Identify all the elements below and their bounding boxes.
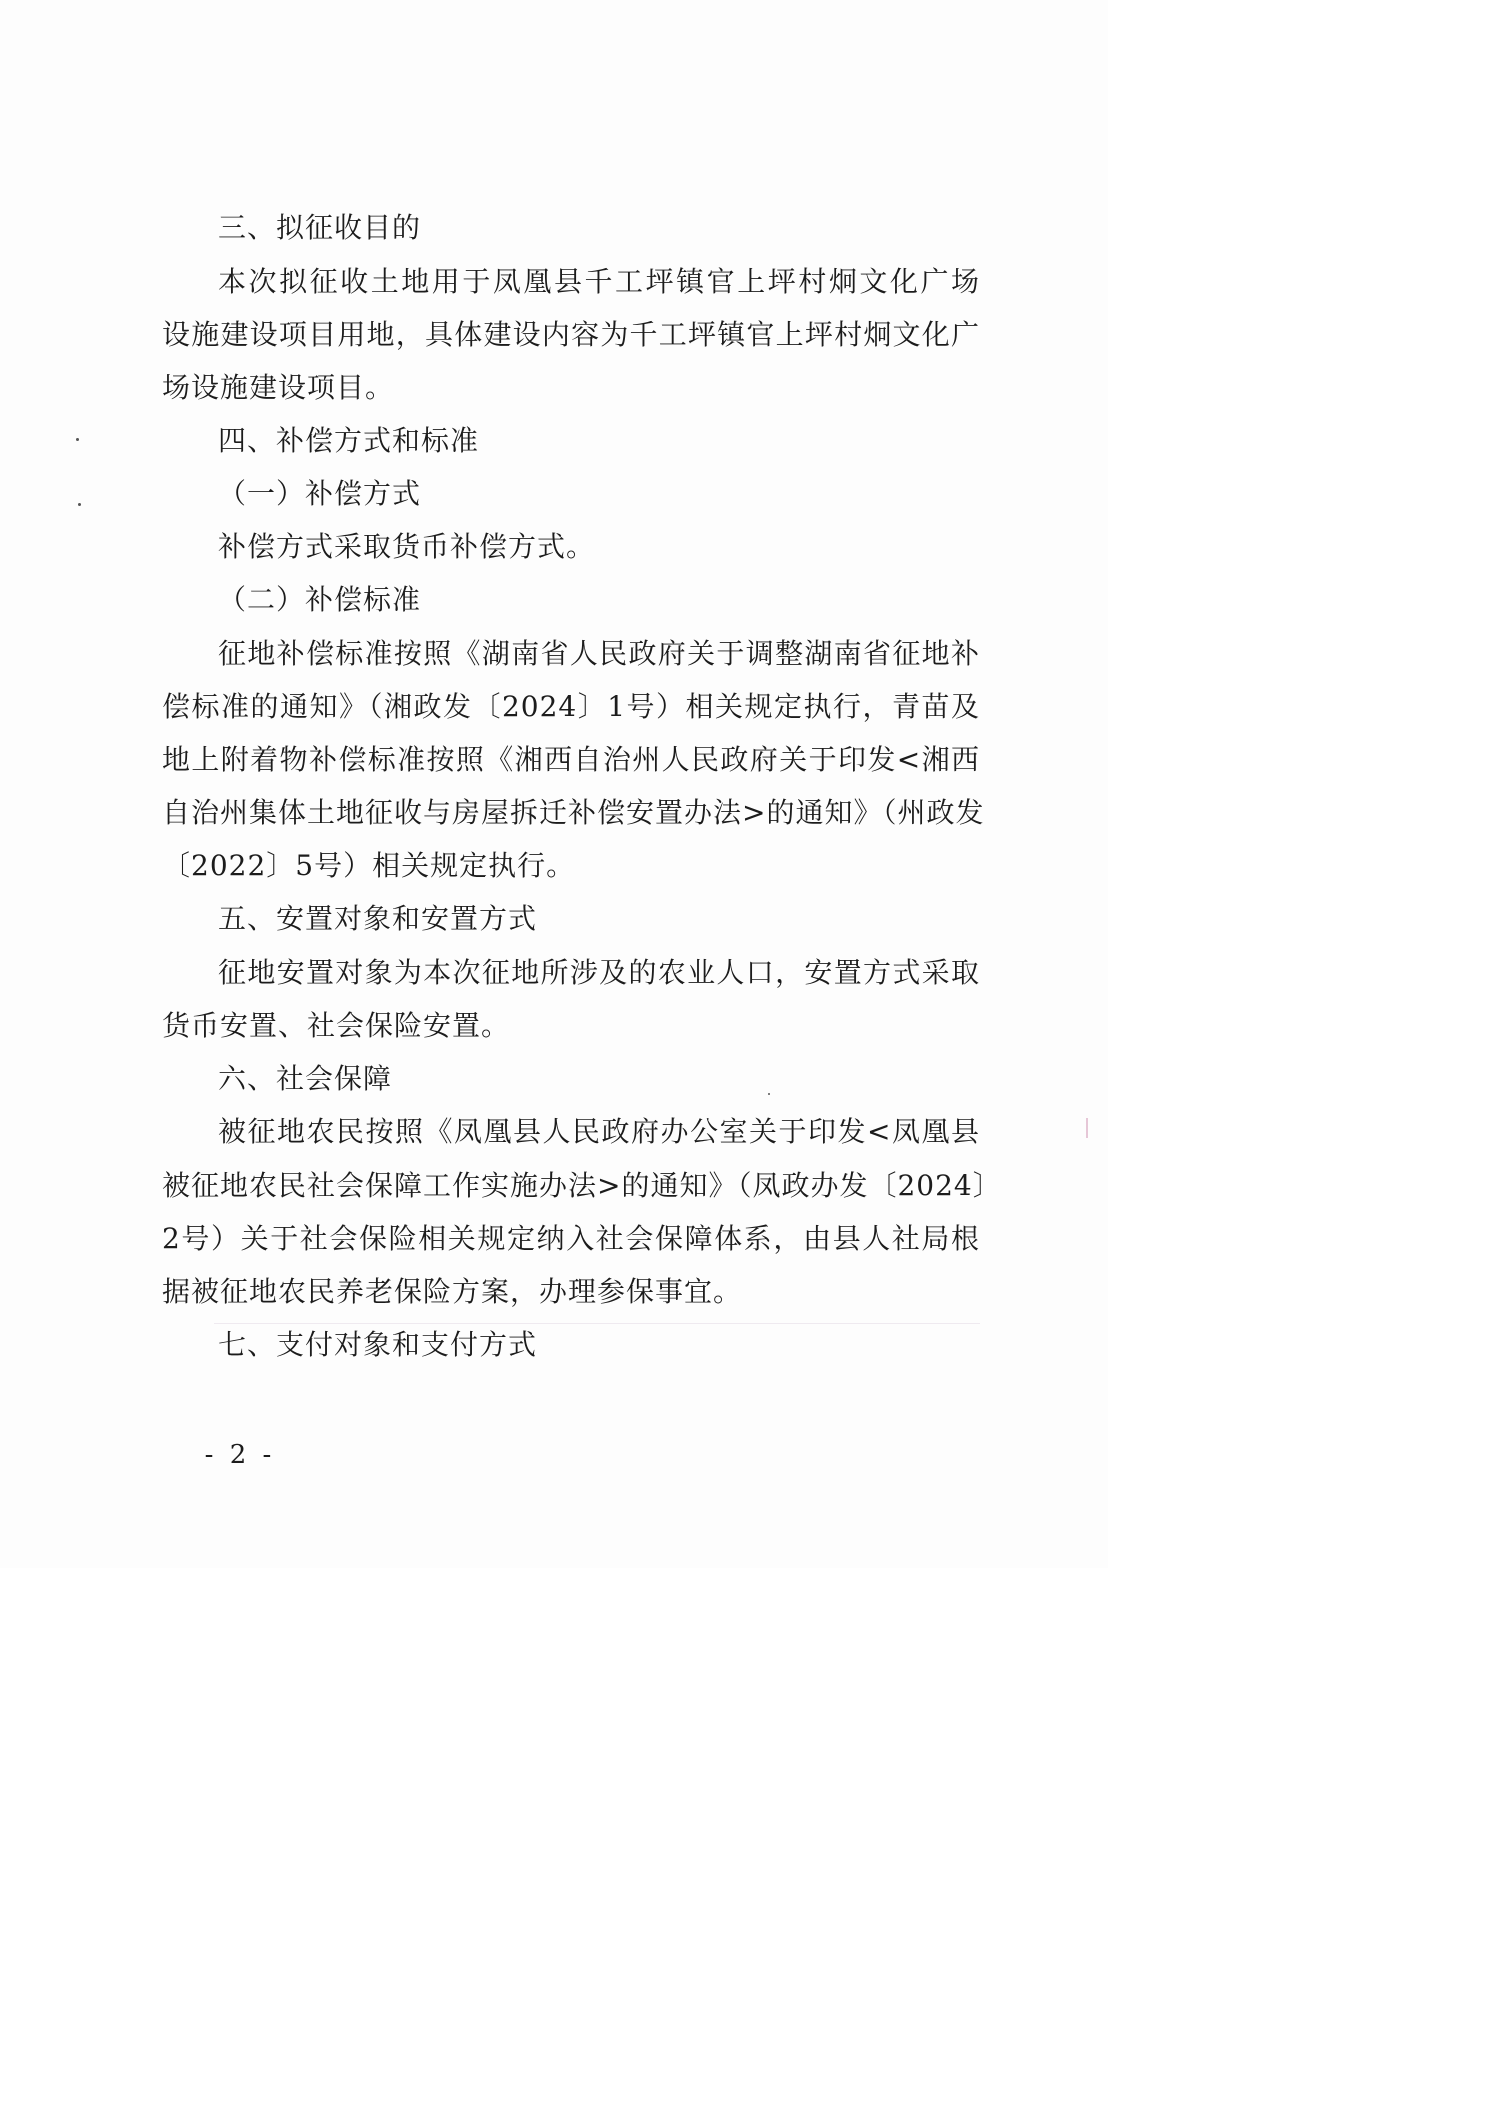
paragraph-line: 被征地农民社会保障工作实施办法>的通知》（凤政办发〔2024〕: [162, 1169, 1002, 1202]
scan-line: [214, 1323, 980, 1324]
section-heading-purpose: 三、拟征收目的: [218, 211, 422, 244]
paragraph-line: 场设施建设项目。: [162, 371, 395, 404]
paragraph-line: 地上附着物补偿标准按照《湘西自治州人民政府关于印发<湘西: [162, 743, 980, 776]
paragraph-line: 征地安置对象为本次征地所涉及的农业人口，安置方式采取: [218, 956, 980, 989]
subsection-heading-method: （一）补偿方式: [218, 477, 422, 510]
paragraph-line: 设施建设项目用地，具体建设内容为千工坪镇官上坪村炯文化广: [162, 318, 980, 351]
section-heading-payment: 七、支付对象和支付方式: [218, 1328, 538, 1361]
subsection-heading-standard: （二）补偿标准: [218, 583, 422, 616]
scan-speck: [76, 438, 79, 441]
paragraph-line: 本次拟征收土地用于凤凰县千工坪镇官上坪村炯文化广场: [218, 265, 980, 298]
paragraph-line: 〔2022〕5号）相关规定执行。: [162, 849, 576, 882]
paragraph-line: 据被征地农民养老保险方案，办理参保事宜。: [162, 1275, 743, 1308]
paragraph-line: 偿标准的通知》（湘政发〔2024〕1号）相关规定执行，青苗及: [162, 690, 980, 723]
paragraph-line: 2号）关于社会保险相关规定纳入社会保障体系，由县人社局根: [162, 1222, 980, 1255]
paragraph-line: 货币安置、社会保险安置。: [162, 1009, 511, 1042]
paragraph-line: 自治州集体土地征收与房屋拆迁补偿安置办法>的通知》（州政发: [162, 796, 985, 829]
section-heading-compensation: 四、补偿方式和标准: [218, 424, 480, 457]
paragraph-line: 补偿方式采取货币补偿方式。: [218, 530, 596, 563]
section-heading-social-security: 六、社会保障: [218, 1062, 393, 1095]
section-heading-resettlement: 五、安置对象和安置方式: [218, 902, 538, 935]
margin-mark: [1086, 1118, 1088, 1138]
scan-speck: [78, 503, 81, 506]
page-number: - 2 -: [204, 1440, 276, 1470]
paragraph-line: 被征地农民按照《凤凰县人民政府办公室关于印发<凤凰县: [218, 1115, 980, 1148]
paragraph-line: 征地补偿标准按照《湖南省人民政府关于调整湖南省征地补: [218, 637, 980, 670]
